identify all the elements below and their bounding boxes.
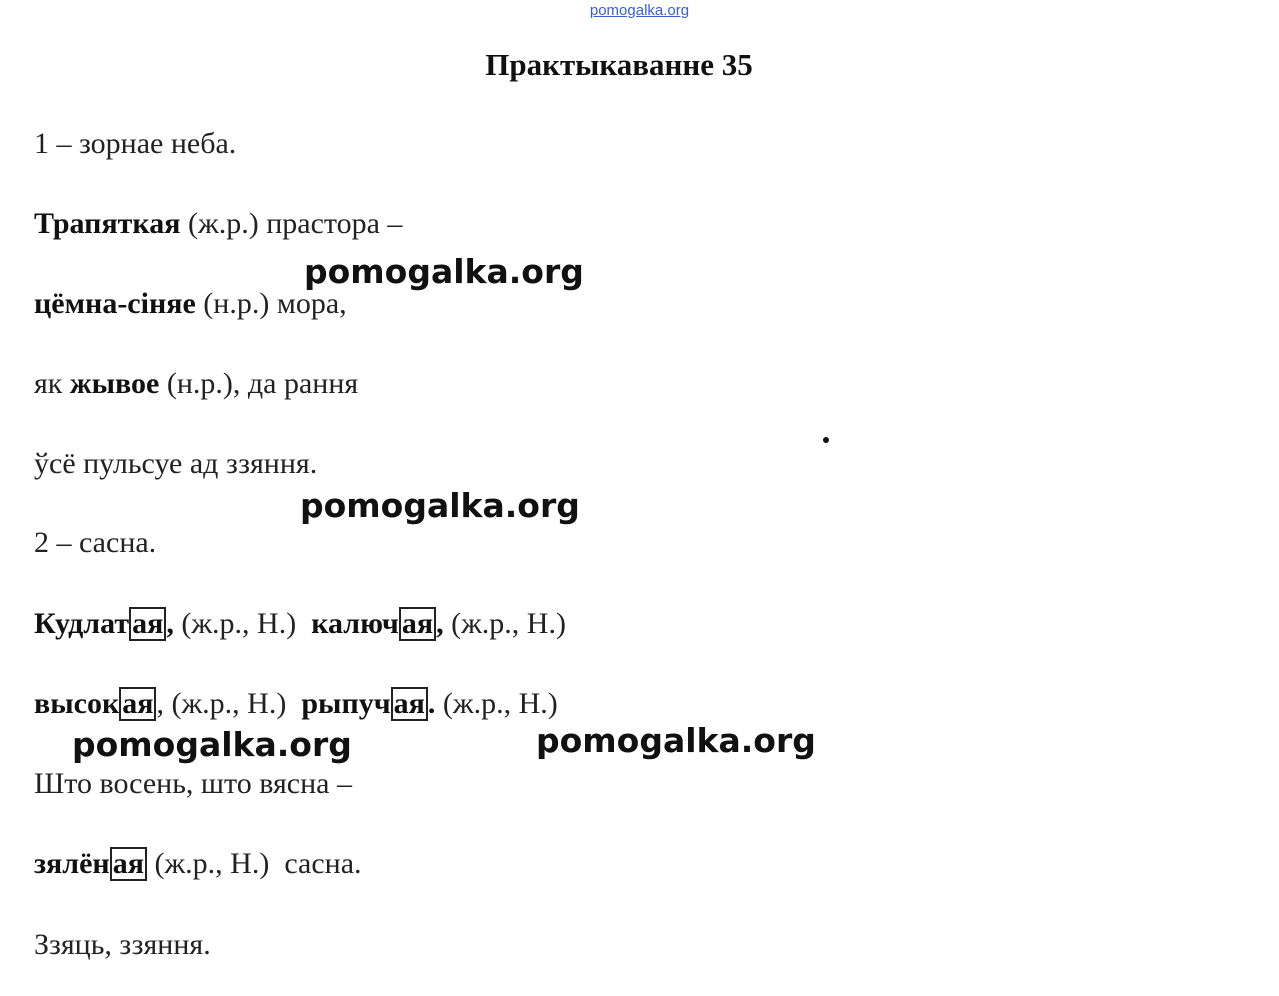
line-2 (34, 207, 402, 241)
line-1 (34, 127, 236, 161)
line-2-bold: Трапяткая (34, 207, 181, 240)
line-10 (34, 847, 362, 881)
word-ending-box: ая (110, 847, 147, 881)
word-stem: зялён (34, 847, 110, 880)
line-9-text: Што восень, што вясна – (34, 767, 352, 800)
line-7-mid: (ж.р., Н.) (173, 607, 312, 640)
punct: . (427, 687, 436, 720)
line-5 (34, 447, 317, 481)
punct: , (166, 607, 174, 640)
stray-dot (823, 437, 829, 443)
line-4-pre: як (34, 367, 70, 400)
line-11 (34, 928, 211, 962)
watermark: pomogalka.org (536, 721, 816, 760)
line-3-bold: цёмна-сіняе (34, 287, 196, 320)
line-2-text: (ж.р.) прастора – (180, 207, 403, 240)
word-ending-box: ая (129, 607, 166, 641)
line-10-text: (ж.р., Н.) сасна. (146, 847, 362, 880)
word-stem: Кудлат (34, 607, 130, 640)
watermark: pomogalka.org (72, 725, 352, 764)
line-7 (34, 607, 566, 641)
line-4-text: (н.р.), да рання (159, 367, 359, 400)
line-8 (34, 687, 558, 721)
word-stem: высок (34, 687, 120, 720)
line-6-text: 2 – сасна. (34, 526, 157, 559)
word-ending-box: ая (119, 687, 156, 721)
line-5-text: ўсё пульсуе ад ззяння. (34, 447, 318, 480)
line-4 (34, 367, 358, 401)
word-ending-box: ая (391, 687, 428, 721)
word-stem: рыпуч (301, 687, 391, 720)
line-3-text: (н.р.) мора, (195, 287, 347, 320)
line-3 (34, 287, 347, 321)
page-title: Практыкаванне 35 (485, 47, 753, 82)
line-8-mid: , (ж.р., Н.) (156, 687, 302, 720)
line-6 (34, 526, 156, 560)
watermark: pomogalka.org (300, 486, 580, 525)
punct: , (436, 607, 444, 640)
line-8-text: (ж.р., Н.) (435, 687, 558, 720)
line-1-text: 1 – зорнае неба. (34, 127, 237, 160)
watermark: pomogalka.org (304, 252, 584, 291)
line-9 (34, 767, 352, 801)
word-stem: калюч (311, 607, 399, 640)
word-ending-box: ая (399, 607, 436, 641)
line-4-bold: жывое (69, 367, 160, 400)
line-7-text: (ж.р., Н.) (443, 607, 566, 640)
site-link[interactable]: pomogalka.org (589, 2, 690, 19)
line-11-text: Ззяць, ззяння. (34, 928, 211, 961)
